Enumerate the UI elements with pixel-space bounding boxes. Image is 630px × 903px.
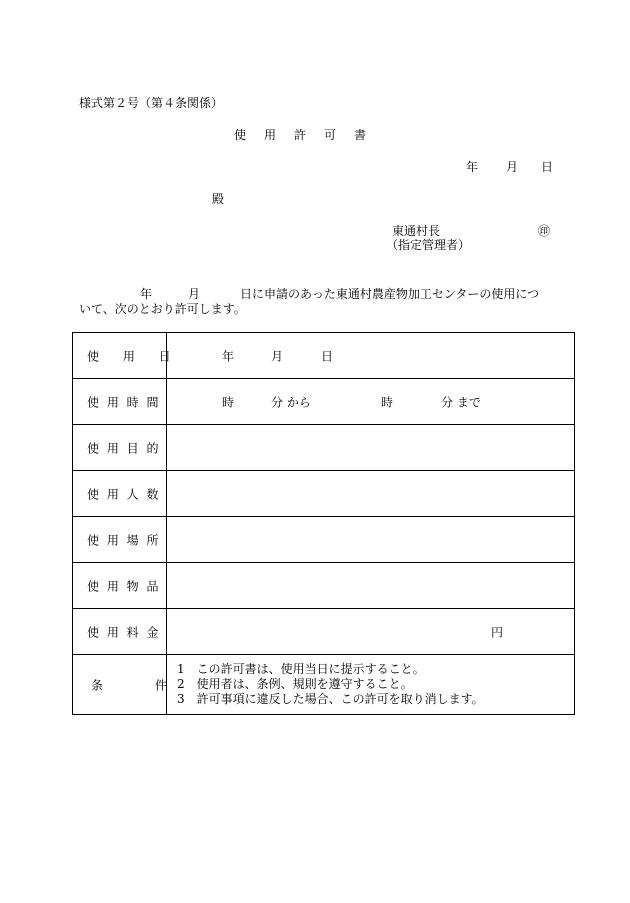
date-year-label: 年 xyxy=(466,160,479,174)
issuer-name: 東通村長 xyxy=(392,224,441,238)
usage-fee-label: 使 用 料 金 xyxy=(87,625,161,639)
fee-yen-unit: 円 xyxy=(491,625,504,639)
usage-headcount-value xyxy=(167,471,575,517)
row-label-cell xyxy=(73,425,167,471)
conditions-value xyxy=(167,655,575,715)
table-row xyxy=(73,425,575,471)
usage-time-label: 使 用 時 間 xyxy=(87,395,161,409)
intro-month: 月 xyxy=(188,287,201,301)
usage-date-month: 月 xyxy=(271,349,284,363)
table-row xyxy=(73,333,575,379)
usage-date-day: 日 xyxy=(321,349,334,363)
date-day-label: 日 xyxy=(541,160,554,174)
usage-time-value xyxy=(167,379,575,425)
table-row xyxy=(73,517,575,563)
conditions-label: 条 件 xyxy=(91,678,191,692)
table-row xyxy=(73,609,575,655)
intro-text-line1: 日に申請のあった東通村農産物加工センターの使用につ xyxy=(240,287,540,301)
condition-item: 1 この許可書は、使用当日に提示すること。 xyxy=(177,662,425,676)
row-label-cell xyxy=(73,517,167,563)
usage-place-label: 使 用 場 所 xyxy=(87,533,161,547)
permit-table xyxy=(72,332,575,715)
usage-date-label: 使 用 日 xyxy=(87,349,181,363)
row-label-cell xyxy=(73,333,181,379)
form-number: 様式第２号（第４条関係） xyxy=(79,96,224,110)
usage-purpose-label: 使 用 目 的 xyxy=(87,441,161,455)
table-row xyxy=(73,379,575,425)
time-start-hour: 時 xyxy=(222,395,235,409)
intro-text-line2: いて、次のとおり許可します。 xyxy=(79,302,246,316)
row-label-cell xyxy=(73,563,167,609)
row-label-cell xyxy=(73,379,167,425)
date-month-label: 月 xyxy=(506,160,519,174)
usage-headcount-label: 使 用 人 数 xyxy=(87,487,161,501)
usage-purpose-value xyxy=(167,425,575,471)
addressee-honorific: 殿 xyxy=(212,192,225,206)
usage-items-label: 使 用 物 品 xyxy=(87,579,161,593)
table-row xyxy=(73,471,575,517)
condition-item: 3 許可事項に違反した場合、この許可を取り消します。 xyxy=(177,692,484,706)
row-label-cell xyxy=(73,471,167,517)
usage-date-value xyxy=(167,333,575,379)
issuer-manager: （指定管理者） xyxy=(386,238,471,252)
time-end-hour: 時 xyxy=(381,395,394,409)
usage-date-year: 年 xyxy=(222,349,235,363)
condition-item: 2 使用者は、条例、規則を遵守すること。 xyxy=(177,677,413,691)
seal-mark: ㊞ xyxy=(538,224,551,238)
usage-items-value xyxy=(167,563,575,609)
table-row xyxy=(73,655,575,715)
row-label-cell xyxy=(73,655,191,715)
time-start-minute: 分 から xyxy=(271,395,311,409)
conditions-list xyxy=(177,662,574,707)
usage-place-value xyxy=(167,517,575,563)
usage-fee-value xyxy=(167,609,575,655)
table-row xyxy=(73,563,575,609)
intro-year: 年 xyxy=(140,287,153,301)
document-title: 使用許可書 xyxy=(234,128,385,142)
time-end-minute: 分 まで xyxy=(441,395,481,409)
row-label-cell xyxy=(73,609,167,655)
